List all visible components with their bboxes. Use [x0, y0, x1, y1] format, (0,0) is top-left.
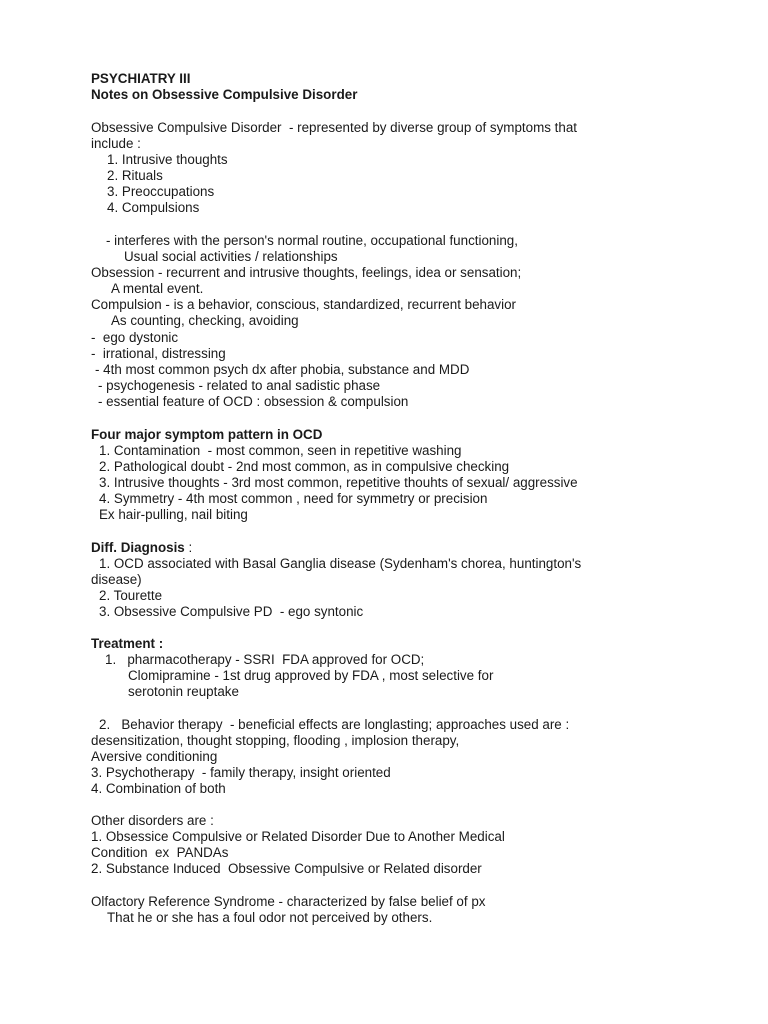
section-heading-other: Other disorders are :: [91, 813, 214, 828]
diff-item: disease): [91, 572, 142, 587]
obsession-definition: A mental event.: [111, 281, 204, 296]
bullet-line: - essential feature of OCD : obsession & compulsion: [98, 394, 409, 409]
symptom-list-item: 4. Compulsions: [107, 200, 200, 215]
symptom-example: Ex hair-pulling, nail biting: [99, 507, 248, 522]
treatment-item: 3. Psychotherapy - family therapy, insight oriented: [91, 765, 391, 780]
note-line: - interferes with the person's normal routine, occupational functioning,: [106, 233, 518, 248]
diff-item: 1. OCD associated with Basal Ganglia disease (Sydenham's chorea, huntington's: [99, 556, 582, 571]
diff-heading-label: Diff. Diagnosis: [91, 540, 185, 555]
doc-title: PSYCHIATRY III: [91, 71, 191, 86]
other-disorder-item: 2. Substance Induced Obsessive Compulsive or Related disorder: [91, 861, 482, 876]
treatment-item: Aversive conditioning: [91, 749, 218, 764]
doc-subtitle: Notes on Obsessive Compulsive Disorder: [91, 87, 358, 102]
treatment-item: desensitization, thought stopping, flooding , implosion therapy,: [91, 733, 460, 748]
other-disorder-item: 1. Obsessice Compulsive or Related Disorder Due to Another Medical: [91, 829, 505, 844]
symptom-list-item: 1. Intrusive thoughts: [107, 152, 228, 167]
section-heading-symptoms: Four major symptom pattern in OCD: [91, 427, 323, 442]
bullet-line: - ego dystonic: [91, 330, 179, 345]
treatment-item: 1. pharmacotherapy - SSRI FDA approved for OCD;: [105, 652, 425, 667]
olfactory-definition: That he or she has a foul odor not perceived by others.: [107, 910, 433, 925]
section-heading-diff: [91, 540, 192, 556]
treatment-item: Clomipramine - 1st drug approved by FDA , most selective for: [128, 668, 494, 683]
symptom-pattern-item: 2. Pathological doubt - 2nd most common, as in compulsive checking: [99, 459, 510, 474]
treatment-item: 2. Behavior therapy - beneficial effects are longlasting; approaches used are :: [99, 717, 570, 732]
diff-heading-colon: :: [184, 540, 193, 555]
diff-item: 2. Tourette: [99, 588, 163, 603]
symptom-list-item: 2. Rituals: [107, 168, 163, 183]
symptom-pattern-item: 3. Intrusive thoughts - 3rd most common, repetitive thouhts of sexual/ aggressive: [99, 475, 578, 490]
bullet-line: - 4th most common psych dx after phobia, substance and MDD: [95, 362, 470, 377]
bullet-line: - irrational, distressing: [91, 346, 226, 361]
diff-item: 3. Obsessive Compulsive PD - ego syntonic: [99, 604, 364, 619]
treatment-item: 4. Combination of both: [91, 781, 226, 796]
obsession-definition: Obsession - recurrent and intrusive thoughts, feelings, idea or sensation;: [91, 265, 522, 280]
intro-line: include :: [91, 136, 141, 151]
treatment-item: serotonin reuptake: [128, 684, 239, 699]
intro-line: Obsessive Compulsive Disorder - represented by diverse group of symptoms that: [91, 120, 577, 135]
note-line: Usual social activities / relationships: [124, 249, 338, 264]
symptom-pattern-item: 1. Contamination - most common, seen in repetitive washing: [99, 443, 462, 458]
other-disorder-item: Condition ex PANDAs: [91, 845, 229, 860]
compulsion-definition: Compulsion - is a behavior, conscious, standardized, recurrent behavior: [91, 297, 517, 312]
bullet-line: - psychogenesis - related to anal sadistic phase: [98, 378, 381, 393]
compulsion-definition: As counting, checking, avoiding: [111, 313, 299, 328]
olfactory-definition: Olfactory Reference Syndrome - characterized by false belief of px: [91, 894, 486, 909]
symptom-pattern-item: 4. Symmetry - 4th most common , need for symmetry or precision: [99, 491, 488, 506]
symptom-list-item: 3. Preoccupations: [107, 184, 215, 199]
section-heading-treatment: Treatment :: [91, 636, 164, 651]
